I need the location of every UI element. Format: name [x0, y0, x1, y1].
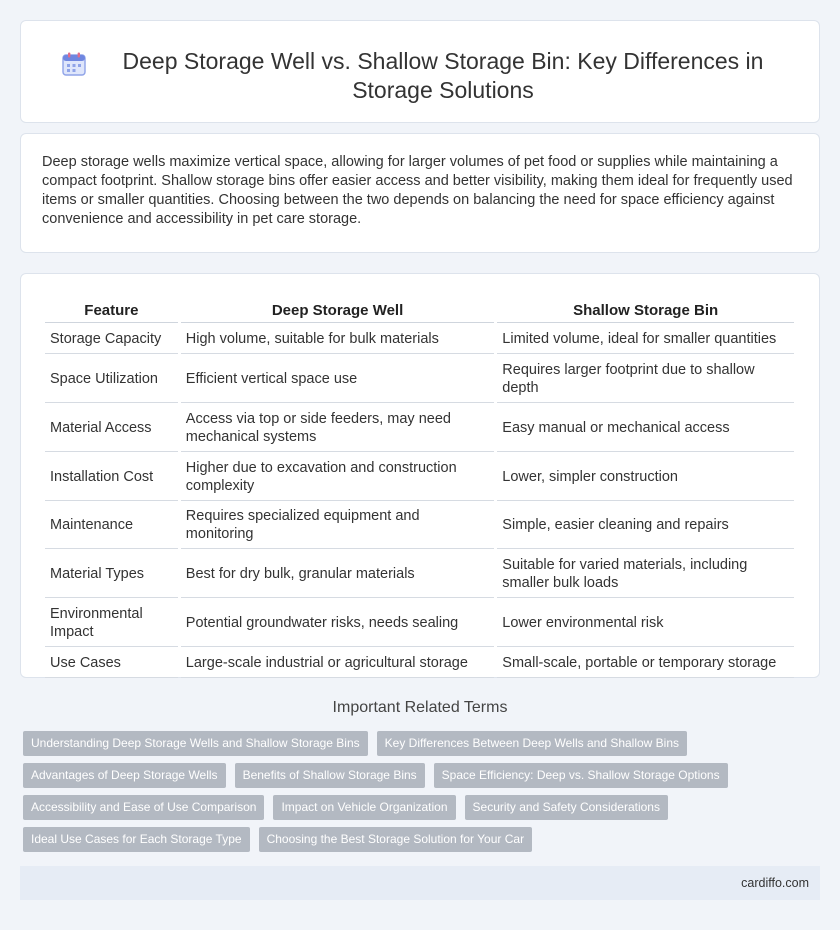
deep-well-cell: High volume, suitable for bulk materials [181, 323, 495, 354]
related-term-tag[interactable]: Benefits of Shallow Storage Bins [235, 763, 425, 788]
deep-well-cell: Requires specialized equipment and monitoring [181, 501, 495, 549]
feature-cell: Storage Capacity [45, 323, 178, 354]
related-term-tag[interactable]: Ideal Use Cases for Each Storage Type [23, 827, 250, 852]
deep-well-cell: Potential groundwater risks, needs sealing [181, 598, 495, 647]
feature-cell: Material Types [45, 549, 178, 598]
related-term-tag[interactable]: Understanding Deep Storage Wells and Shallow Storage Bins [23, 731, 368, 756]
table-row [45, 452, 794, 501]
related-terms-list [23, 731, 823, 859]
calendar-icon [61, 51, 87, 77]
header-card [20, 20, 820, 123]
shallow-bin-cell: Limited volume, ideal for smaller quantities [497, 323, 794, 354]
related-term-tag[interactable]: Impact on Vehicle Organization [273, 795, 455, 820]
table-row [45, 354, 794, 403]
page-title: Deep Storage Well vs. Shallow Storage Bin: Key Differences in Storage Solutions [122, 48, 764, 103]
related-term-tag[interactable]: Choosing the Best Storage Solution for Your Car [259, 827, 533, 852]
header-feature: Feature [45, 296, 178, 323]
feature-cell: Material Access [45, 403, 178, 452]
table-row [45, 323, 794, 354]
shallow-bin-cell: Lower environmental risk [497, 598, 794, 647]
deep-well-cell: Best for dry bulk, granular materials [181, 549, 495, 598]
deep-well-cell: Efficient vertical space use [181, 354, 495, 403]
feature-cell: Maintenance [45, 501, 178, 549]
intro-card [20, 133, 820, 253]
related-term-tag[interactable]: Advantages of Deep Storage Wells [23, 763, 226, 788]
related-term-tag[interactable]: Key Differences Between Deep Wells and Shallow Bins [377, 731, 687, 756]
feature-cell: Space Utilization [45, 354, 178, 403]
table-row [45, 647, 794, 678]
comparison-table [42, 296, 797, 678]
deep-well-cell: Large-scale industrial or agricultural storage [181, 647, 495, 678]
deep-well-cell: Access via top or side feeders, may need mechanical systems [181, 403, 495, 452]
shallow-bin-cell: Simple, easier cleaning and repairs [497, 501, 794, 549]
table-row [45, 501, 794, 549]
header-deep-storage-well: Deep Storage Well [181, 296, 495, 323]
shallow-bin-cell: Easy manual or mechanical access [497, 403, 794, 452]
shallow-bin-cell: Lower, simpler construction [497, 452, 794, 501]
table-row [45, 549, 794, 598]
header-shallow-storage-bin: Shallow Storage Bin [497, 296, 794, 323]
related-term-tag[interactable]: Accessibility and Ease of Use Comparison [23, 795, 264, 820]
feature-cell: Use Cases [45, 647, 178, 678]
comparison-table-card [20, 273, 820, 678]
table-row [45, 403, 794, 452]
related-term-tag[interactable]: Security and Safety Considerations [465, 795, 668, 820]
shallow-bin-cell: Small-scale, portable or temporary storage [497, 647, 794, 678]
related-terms-heading: Important Related Terms [332, 699, 508, 716]
feature-cell: Installation Cost [45, 452, 178, 501]
shallow-bin-cell: Requires larger footprint due to shallow depth [497, 354, 794, 403]
footer [20, 866, 820, 900]
intro-paragraph: Deep storage wells maximize vertical space, allowing for larger volumes of pet food or supplies while maintaining a compact footprint. Shallow storage bins offer easier access and better visibility, making them ideal for frequently used items or smaller quantities. Choosing between the two depends on balancing the need for space efficiency against convenience and accessibility in pet care storage. [42, 154, 793, 227]
table-header-row [45, 296, 794, 323]
table-row [45, 598, 794, 647]
deep-well-cell: Higher due to excavation and construction complexity [181, 452, 495, 501]
shallow-bin-cell: Suitable for varied materials, including smaller bulk loads [497, 549, 794, 598]
feature-cell: Environmental Impact [45, 598, 178, 647]
related-term-tag[interactable]: Space Efficiency: Deep vs. Shallow Storage Options [434, 763, 728, 788]
footer-site-link[interactable]: cardiffo.com [741, 876, 809, 890]
